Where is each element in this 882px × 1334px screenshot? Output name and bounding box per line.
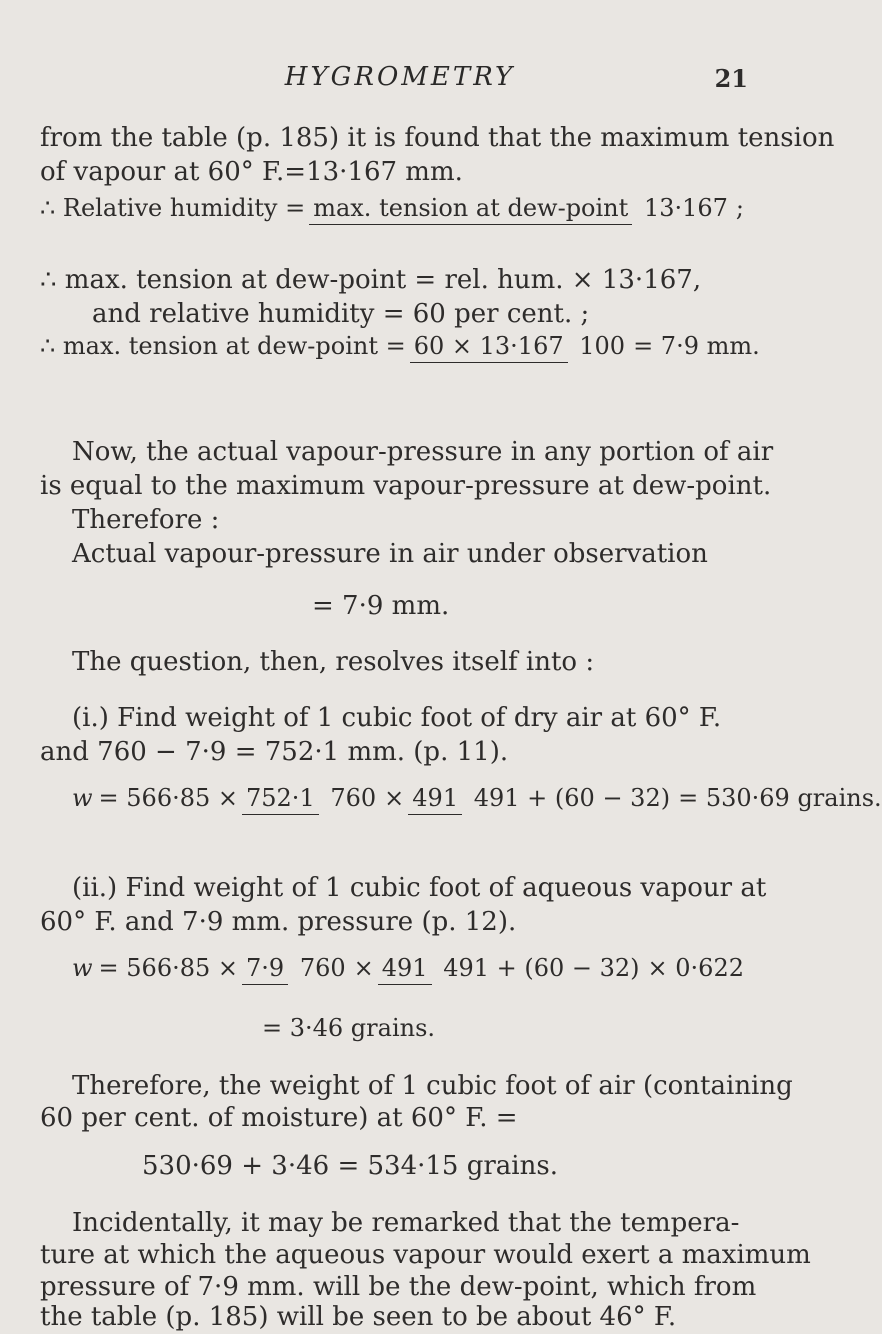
text-line: Actual vapour-pressure in air under observation [72,539,708,569]
fraction-numerator: 491 [378,954,432,985]
equation-max-tension [40,332,760,360]
text-line: = 7·9 mm. [312,591,450,621]
equation-lead: = 566·85 × [98,954,238,982]
equation-tail: × 0·622 [647,954,744,982]
text-line: 60° F. and 7·9 mm. pressure (p. 12). [40,907,517,937]
page-number: 21 [714,64,748,93]
times-sign: × [353,954,374,982]
variable-w: w [72,954,93,982]
text-line: (i.) Find weight of 1 cubic foot of dry air at 60° F. [72,703,722,733]
equation-relative-humidity [40,194,744,222]
text-line: pressure of 7·9 mm. will be the dew-point, which from [40,1272,757,1302]
text-line: Therefore, the weight of 1 cubic foot of air (containing [72,1071,793,1101]
text-line: ∴ max. tension at dew-point = rel. hum. × 13·167, [40,265,702,295]
text-line: the table (p. 185) will be seen to be about 46° F. [40,1302,677,1332]
fraction-numerator: max. tension at dew-point [309,194,632,225]
text-line: of vapour at 60° F.=13·167 mm. [40,157,463,187]
equation-tail: = 530·69 grains. [678,784,882,812]
text-line: and relative humidity = 60 per cent. ; [92,299,590,329]
equation-result: = 3·46 grains. [262,1014,436,1042]
fraction-numerator: 491 [408,784,462,815]
fraction-numerator: 7·9 [242,954,288,985]
text-line: 530·69 + 3·46 = 534·15 grains. [142,1151,558,1181]
times-sign: × [384,784,405,812]
running-title: HYGROMETRY [284,62,516,92]
equation-lead: ∴ max. tension at dew-point = [40,332,406,360]
text-line: ture at which the aqueous vapour would exert a maximum [40,1240,811,1270]
running-header [0,62,800,102]
text-line: (ii.) Find weight of 1 cubic foot of aqueous vapour at [72,873,767,903]
fraction [378,954,644,982]
equation-dry-air-weight [72,784,882,812]
fraction [242,784,380,812]
fraction [309,194,732,222]
equation-vapour-weight [72,954,744,982]
equation-lead: = 566·85 × [98,784,238,812]
fraction-denominator: 100 [579,332,626,360]
fraction-denominator: 491 + (60 − 32) [443,954,640,982]
text-line: is equal to the maximum vapour-pressure at dew-point. [40,471,772,501]
equation-tail: ; [735,194,745,222]
text-line: 60 per cent. of moisture) at 60° F. = [40,1103,518,1133]
fraction-denominator: 491 + (60 − 32) [473,784,671,812]
fraction-denominator: 13·167 [643,194,728,222]
fraction-numerator: 60 × 13·167 [410,332,568,363]
text-line: Now, the actual vapour-pressure in any portion of air [72,437,774,467]
fraction [408,784,674,812]
text-line: Incidentally, it may be remarked that the tempera- [72,1208,740,1238]
fraction-denominator: 760 [330,784,377,812]
text-line: Therefore : [72,505,220,535]
fraction [410,332,629,360]
equation-lead: ∴ Relative humidity = [40,194,306,222]
variable-w: w [72,784,93,812]
text-line: and 760 − 7·9 = 752·1 mm. (p. 11). [40,737,509,767]
fraction-numerator: 752·1 [242,784,319,815]
fraction-denominator: 760 [299,954,346,982]
equation-tail: = 7·9 mm. [633,332,760,360]
fraction [242,954,350,982]
text-line: The question, then, resolves itself into : [72,647,595,677]
text-line: from the table (p. 185) it is found that the maximum tension [40,123,835,153]
